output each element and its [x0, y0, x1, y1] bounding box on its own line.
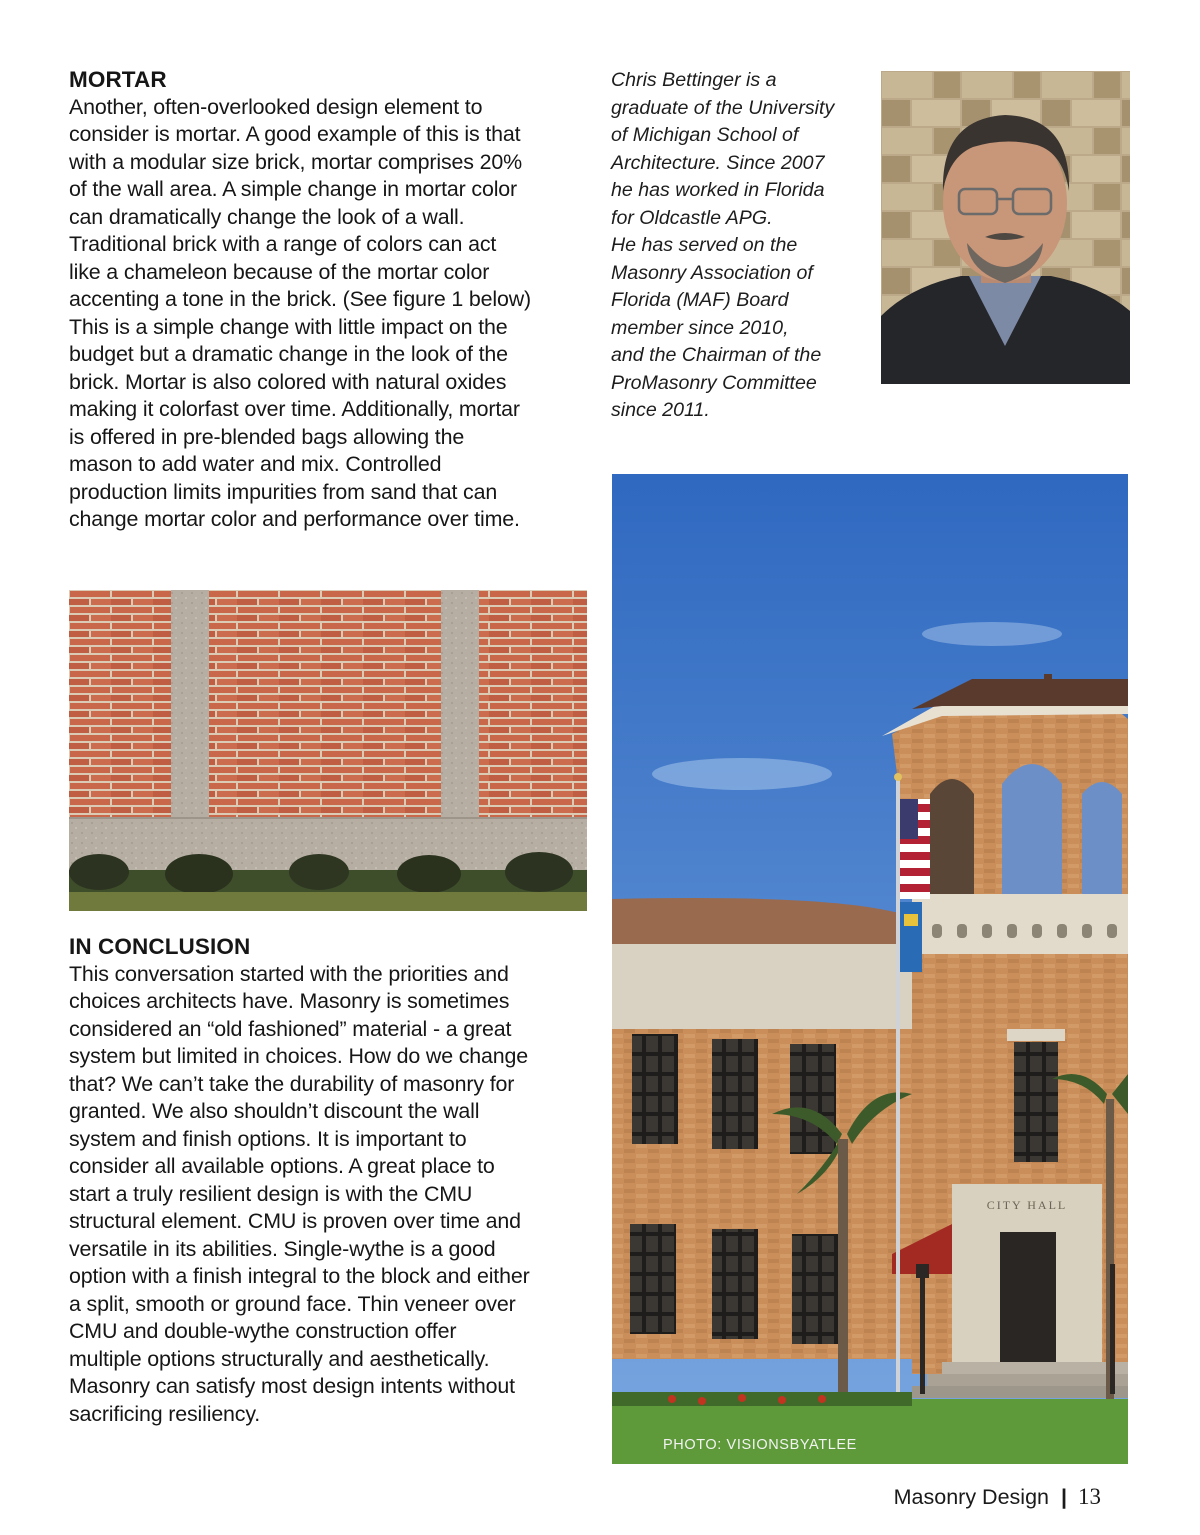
conclusion-line: CMU and double-wythe construction offer — [69, 1319, 457, 1343]
mortar-heading: MORTAR — [69, 67, 167, 92]
author-bio — [611, 67, 873, 425]
mortar-line: of the wall area. A simple change in mortar color — [69, 177, 518, 201]
conclusion-line: choices architects have. Masonry is sometimes — [69, 989, 510, 1013]
mortar-line: with a modular size brick, mortar comprises 20% — [69, 149, 522, 174]
bio-line: member since 2010, — [611, 316, 789, 339]
photo-credit: PHOTO: VISIONSBYATLEE — [663, 1437, 857, 1453]
mortar-line: Another, often-overlooked design element to — [69, 94, 483, 119]
bio-line: Chris Bettinger is a — [611, 69, 777, 91]
conclusion-line: a split, smooth or ground face. Thin veneer over — [69, 1291, 516, 1316]
conclusion-line: This conversation started with the priorities and — [69, 961, 509, 986]
mortar-line: like a chameleon because of the mortar color — [69, 259, 490, 284]
conclusion-heading: IN CONCLUSION — [69, 934, 251, 959]
conclusion-line: option with a finish integral to the block and either — [69, 1264, 530, 1288]
bio-line: and the Chairman of the — [611, 344, 822, 366]
conclusion-line: system and finish options. It is important to — [69, 1126, 467, 1151]
mortar-line: mason to add water and mix. Controlled — [69, 452, 442, 476]
mortar-paragraph — [69, 94, 589, 534]
conclusion-line: considered an “old fashioned” material - a great — [69, 1016, 512, 1041]
publication-name: Masonry Design — [893, 1485, 1049, 1509]
conclusion-line: multiple options structurally and aesthetically. — [69, 1346, 490, 1371]
bio-line: he has worked in Florida — [611, 179, 825, 201]
conclusion-paragraph — [69, 961, 589, 1429]
brick-wall-photo — [69, 590, 587, 911]
conclusion-line: sacrificing resiliency. — [69, 1401, 261, 1426]
mortar-line: consider is mortar. A good example of this is that — [69, 122, 521, 146]
bio-line: since 2011. — [611, 399, 710, 421]
mortar-line: can dramatically change the look of a wall. — [69, 204, 465, 229]
mortar-line: Traditional brick with a range of colors can act — [69, 232, 497, 256]
bio-line: Florida (MAF) Board — [611, 289, 789, 311]
footer-separator: | — [1060, 1485, 1067, 1509]
bio-line: graduate of the University — [611, 96, 835, 119]
conclusion-line: that? We can’t take the durability of masonry for — [69, 1071, 515, 1096]
page-number: 13 — [1078, 1484, 1101, 1509]
bio-line: of Michigan School of — [611, 124, 799, 146]
mortar-line: budget but a dramatic change in the look of the — [69, 342, 508, 366]
bio-line: Masonry Association of — [611, 261, 813, 284]
city-hall-photo — [612, 474, 1128, 1464]
mortar-line: This is a simple change with little impact on the — [69, 314, 508, 339]
mortar-line: production limits impurities from sand that can — [69, 479, 498, 504]
conclusion-line: start a truly resilient design is with the CMU — [69, 1181, 473, 1206]
mortar-line: brick. Mortar is also colored with natural oxides — [69, 369, 507, 394]
bio-line: He has served on the — [611, 234, 798, 256]
mortar-line: making it colorfast over time. Additionally, mortar — [69, 397, 520, 421]
bio-line: Architecture. Since 2007 — [611, 151, 825, 174]
conclusion-section — [69, 933, 589, 1428]
mortar-line: is offered in pre-blended bags allowing the — [69, 424, 465, 449]
mortar-section — [69, 66, 589, 534]
conclusion-line: structural element. CMU is proven over time and — [69, 1209, 521, 1233]
conclusion-line: Masonry can satisfy most design intents without — [69, 1374, 515, 1398]
conclusion-line: consider all available options. A great place to — [69, 1154, 495, 1178]
bio-line: ProMasonry Committee — [611, 371, 817, 394]
mortar-line: change mortar color and performance over time. — [69, 507, 520, 531]
mortar-line: accenting a tone in the brick. (See figure 1 below) — [69, 287, 532, 311]
conclusion-line: granted. We also shouldn’t discount the wall — [69, 1099, 480, 1123]
page-footer — [894, 1484, 1101, 1510]
bio-line: for Oldcastle APG. — [611, 206, 773, 229]
conclusion-line: system but limited in choices. How do we change — [69, 1044, 529, 1068]
building-sign: CITY HALL — [986, 1198, 1068, 1212]
conclusion-line: versatile in its abilities. Single-wythe is a good — [69, 1236, 496, 1261]
author-portrait — [881, 71, 1130, 384]
